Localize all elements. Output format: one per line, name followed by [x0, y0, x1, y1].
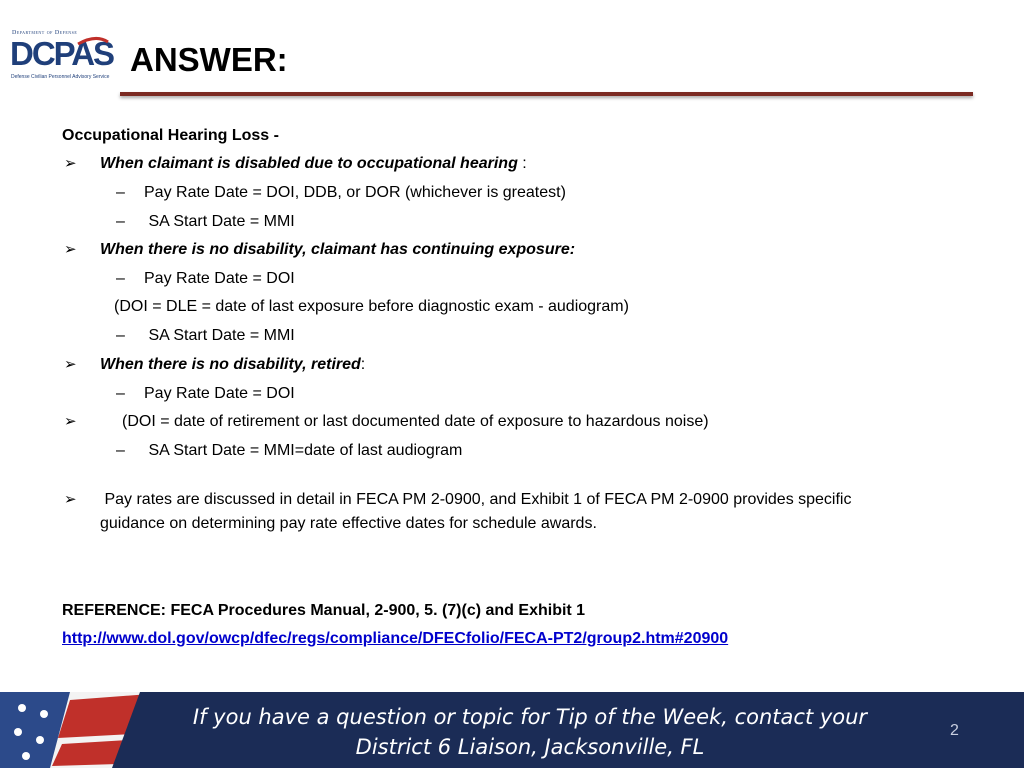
dash-icon: –	[116, 327, 125, 344]
section-heading: Occupational Hearing Loss -	[62, 127, 279, 144]
bullet-retired-suffix: :	[360, 356, 366, 373]
reference-text: REFERENCE: FECA Procedures Manual, 2-900, 5. (7)(c) and Exhibit 1	[62, 602, 586, 619]
dash-icon: –	[116, 213, 125, 230]
footer-line-1: If you have a question or topic for Tip of the Week, contact your	[192, 705, 868, 729]
logo-department-text: Department of Defense	[12, 30, 78, 36]
dash-icon: –	[116, 385, 125, 402]
bullet-disabled	[100, 154, 527, 174]
reference-link[interactable]: http://www.dol.gov/owcp/dfec/regs/compliance/DFECfolio/FECA-PT2/group2.htm#20900	[62, 630, 729, 647]
sub-item-sa-start-date: SA Start Date = MMI	[144, 327, 295, 344]
bullet-disabled-text: When claimant is disabled due to occupational hearing	[100, 155, 518, 172]
dash-icon: –	[116, 184, 125, 201]
american-flag-icon	[0, 692, 160, 768]
sub-item-pay-rate-date: Pay Rate Date = DOI, DDB, or DOR (whichever is greatest)	[144, 184, 566, 201]
bullet-arrow-icon: ➢	[64, 491, 77, 508]
sub-item-pay-rate-date: Pay Rate Date = DOI	[144, 270, 295, 287]
footer-message	[170, 702, 890, 762]
bullet-continuing-exposure: When there is no disability, claimant has continuing exposure:	[100, 241, 576, 258]
bullet-retired-text: When there is no disability, retired	[100, 356, 361, 373]
pay-rates-paragraph-line2: guidance on determining pay rate effective dates for schedule awards.	[100, 515, 597, 532]
bullet-retired	[100, 355, 365, 375]
page-number: 2	[950, 722, 959, 739]
sub-item-sa-start-date: SA Start Date = MMI=date of last audiogram	[144, 442, 463, 459]
pay-rates-paragraph-line1: Pay rates are discussed in detail in FECA PM 2-0900, and Exhibit 1 of FECA PM 2-0900 provides specific	[100, 491, 852, 508]
footer-line-2: District 6 Liaison, Jacksonville, FL	[355, 735, 705, 759]
dash-icon: –	[116, 442, 125, 459]
sub-item-sa-start-date: SA Start Date = MMI	[144, 213, 295, 230]
note-doi-retirement: (DOI = date of retirement or last documented date of exposure to hazardous noise)	[122, 413, 709, 430]
logo-mark: DCPAS	[10, 35, 114, 72]
bullet-arrow-icon: ➢	[64, 413, 77, 430]
dash-icon: –	[116, 270, 125, 287]
reference-link-wrapper	[62, 629, 728, 649]
bullet-arrow-icon: ➢	[64, 155, 77, 172]
slide-title: ANSWER:	[130, 41, 288, 78]
note-doi-dle: (DOI = DLE = date of last exposure before diagnostic exam - audiogram)	[114, 298, 629, 315]
sub-item-pay-rate-date: Pay Rate Date = DOI	[144, 385, 295, 402]
bullet-disabled-suffix: :	[517, 155, 527, 172]
bullet-arrow-icon: ➢	[64, 241, 77, 258]
logo-subtitle: Defense Civilian Personnel Advisory Service	[11, 74, 110, 80]
bullet-arrow-icon: ➢	[64, 356, 77, 373]
